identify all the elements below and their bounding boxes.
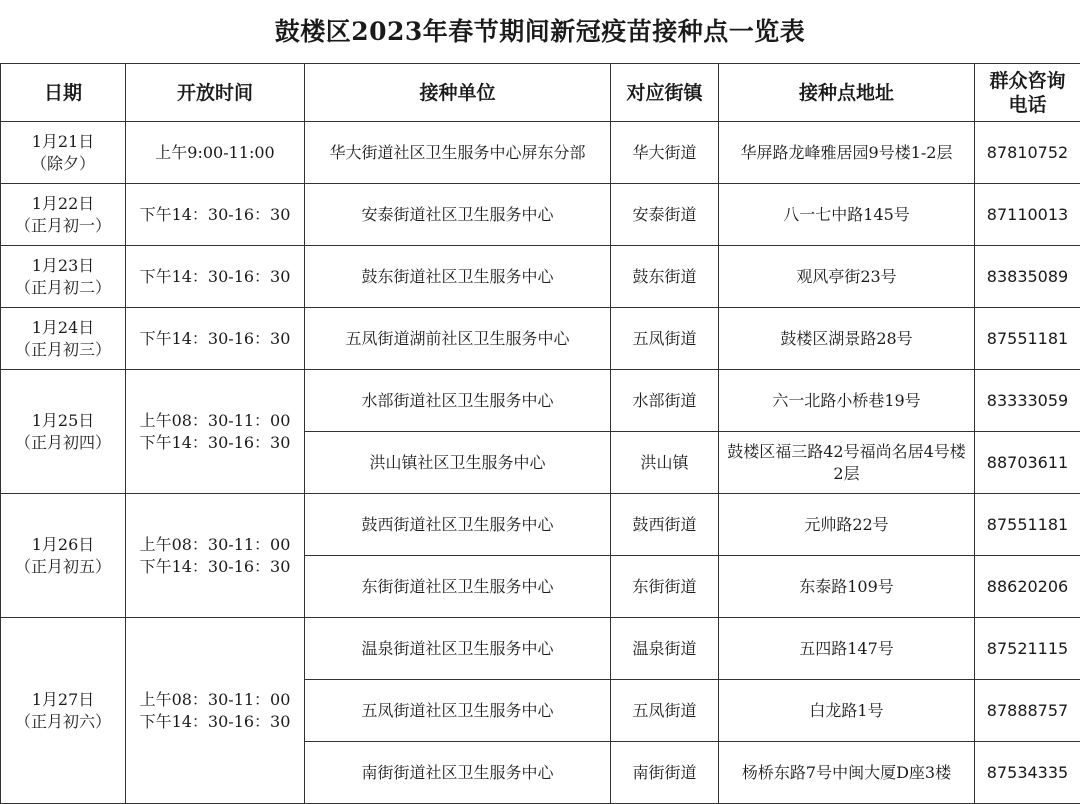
phone-cell: 87888757 bbox=[975, 680, 1080, 742]
unit-cell: 洪山镇社区卫生服务中心 bbox=[305, 432, 611, 494]
table-row bbox=[1, 246, 1080, 308]
date-text: 1月25日 bbox=[5, 410, 121, 432]
date-cell bbox=[1, 184, 126, 246]
header-phone bbox=[975, 64, 1080, 122]
phone-cell: 87110013 bbox=[975, 184, 1080, 246]
phone-cell: 88703611 bbox=[975, 432, 1080, 494]
phone-cell: 87810752 bbox=[975, 122, 1080, 184]
address-cell: 鼓楼区湖景路28号 bbox=[719, 308, 975, 370]
phone-cell: 87521115 bbox=[975, 618, 1080, 680]
lunar-date-text: （正月初四） bbox=[5, 432, 121, 454]
hours-am-text: 上午08：30-11：00 bbox=[130, 534, 300, 556]
date-text: 1月27日 bbox=[5, 689, 121, 711]
hours-pm-text: 下午14：30-16：30 bbox=[130, 266, 300, 288]
hours-am-text: 上午08：30-11：00 bbox=[130, 689, 300, 711]
date-cell bbox=[1, 618, 126, 804]
street-cell: 鼓西街道 bbox=[611, 494, 719, 556]
hours-cell bbox=[126, 370, 305, 494]
date-cell bbox=[1, 308, 126, 370]
phone-cell: 87534335 bbox=[975, 742, 1080, 804]
phone-cell: 88620206 bbox=[975, 556, 1080, 618]
lunar-date-text: （除夕） bbox=[5, 153, 121, 175]
header-row bbox=[1, 64, 1080, 122]
header-address: 接种点地址 bbox=[719, 64, 975, 122]
address-cell: 观风亭街23号 bbox=[719, 246, 975, 308]
address-cell: 五四路147号 bbox=[719, 618, 975, 680]
street-cell: 五凤街道 bbox=[611, 308, 719, 370]
street-cell: 水部街道 bbox=[611, 370, 719, 432]
hours-am-text: 上午9:00-11:00 bbox=[130, 142, 300, 164]
table-row bbox=[1, 370, 1080, 432]
date-text: 1月22日 bbox=[5, 193, 121, 215]
unit-cell: 安泰街道社区卫生服务中心 bbox=[305, 184, 611, 246]
lunar-date-text: （正月初五） bbox=[5, 556, 121, 578]
table-row bbox=[1, 494, 1080, 556]
date-text: 1月21日 bbox=[5, 131, 121, 153]
street-cell: 安泰街道 bbox=[611, 184, 719, 246]
date-text: 1月26日 bbox=[5, 534, 121, 556]
address-cell: 元帅路22号 bbox=[719, 494, 975, 556]
street-cell: 五凤街道 bbox=[611, 680, 719, 742]
hours-cell bbox=[126, 308, 305, 370]
header-phone-line1: 群众咨询 bbox=[979, 69, 1076, 93]
table-row bbox=[1, 308, 1080, 370]
street-cell: 南街街道 bbox=[611, 742, 719, 804]
address-cell: 白龙路1号 bbox=[719, 680, 975, 742]
hours-cell bbox=[126, 618, 305, 804]
header-phone-line2: 电话 bbox=[979, 93, 1076, 117]
hours-pm-text: 下午14：30-16：30 bbox=[130, 204, 300, 226]
street-cell: 鼓东街道 bbox=[611, 246, 719, 308]
page-title: 鼓楼区2023年春节期间新冠疫苗接种点一览表 bbox=[0, 0, 1080, 64]
hours-cell bbox=[126, 122, 305, 184]
street-cell: 东街街道 bbox=[611, 556, 719, 618]
unit-cell: 水部街道社区卫生服务中心 bbox=[305, 370, 611, 432]
table-row bbox=[1, 122, 1080, 184]
unit-cell: 五凤街道湖前社区卫生服务中心 bbox=[305, 308, 611, 370]
address-cell: 八一七中路145号 bbox=[719, 184, 975, 246]
hours-pm-text: 下午14：30-16：30 bbox=[130, 328, 300, 350]
unit-cell: 五凤街道社区卫生服务中心 bbox=[305, 680, 611, 742]
address-cell: 鼓楼区福三路42号福尚名居4号楼2层 bbox=[719, 432, 975, 494]
header-street: 对应街镇 bbox=[611, 64, 719, 122]
unit-cell: 鼓西街道社区卫生服务中心 bbox=[305, 494, 611, 556]
lunar-date-text: （正月初三） bbox=[5, 339, 121, 361]
header-hours: 开放时间 bbox=[126, 64, 305, 122]
address-cell: 华屏路龙峰雅居园9号楼1-2层 bbox=[719, 122, 975, 184]
date-cell bbox=[1, 246, 126, 308]
hours-pm-text: 下午14：30-16：30 bbox=[130, 556, 300, 578]
street-cell: 华大街道 bbox=[611, 122, 719, 184]
address-cell: 杨桥东路7号中闽大厦D座3楼 bbox=[719, 742, 975, 804]
phone-cell: 83835089 bbox=[975, 246, 1080, 308]
date-text: 1月24日 bbox=[5, 317, 121, 339]
date-text: 1月23日 bbox=[5, 255, 121, 277]
phone-cell: 87551181 bbox=[975, 308, 1080, 370]
vaccination-schedule-table bbox=[0, 63, 1080, 804]
phone-cell: 83333059 bbox=[975, 370, 1080, 432]
address-cell: 东泰路109号 bbox=[719, 556, 975, 618]
header-date: 日期 bbox=[1, 64, 126, 122]
street-cell: 洪山镇 bbox=[611, 432, 719, 494]
unit-cell: 华大街道社区卫生服务中心屏东分部 bbox=[305, 122, 611, 184]
table-row bbox=[1, 184, 1080, 246]
unit-cell: 南街街道社区卫生服务中心 bbox=[305, 742, 611, 804]
hours-pm-text: 下午14：30-16：30 bbox=[130, 432, 300, 454]
hours-am-text: 上午08：30-11：00 bbox=[130, 410, 300, 432]
table-row bbox=[1, 618, 1080, 680]
date-cell bbox=[1, 494, 126, 618]
hours-pm-text: 下午14：30-16：30 bbox=[130, 711, 300, 733]
unit-cell: 东街街道社区卫生服务中心 bbox=[305, 556, 611, 618]
lunar-date-text: （正月初六） bbox=[5, 711, 121, 733]
address-cell: 六一北路小桥巷19号 bbox=[719, 370, 975, 432]
unit-cell: 鼓东街道社区卫生服务中心 bbox=[305, 246, 611, 308]
header-unit: 接种单位 bbox=[305, 64, 611, 122]
unit-cell: 温泉街道社区卫生服务中心 bbox=[305, 618, 611, 680]
lunar-date-text: （正月初一） bbox=[5, 215, 121, 237]
hours-cell bbox=[126, 246, 305, 308]
hours-cell bbox=[126, 494, 305, 618]
hours-cell bbox=[126, 184, 305, 246]
street-cell: 温泉街道 bbox=[611, 618, 719, 680]
lunar-date-text: （正月初二） bbox=[5, 277, 121, 299]
date-cell bbox=[1, 370, 126, 494]
date-cell bbox=[1, 122, 126, 184]
phone-cell: 87551181 bbox=[975, 494, 1080, 556]
